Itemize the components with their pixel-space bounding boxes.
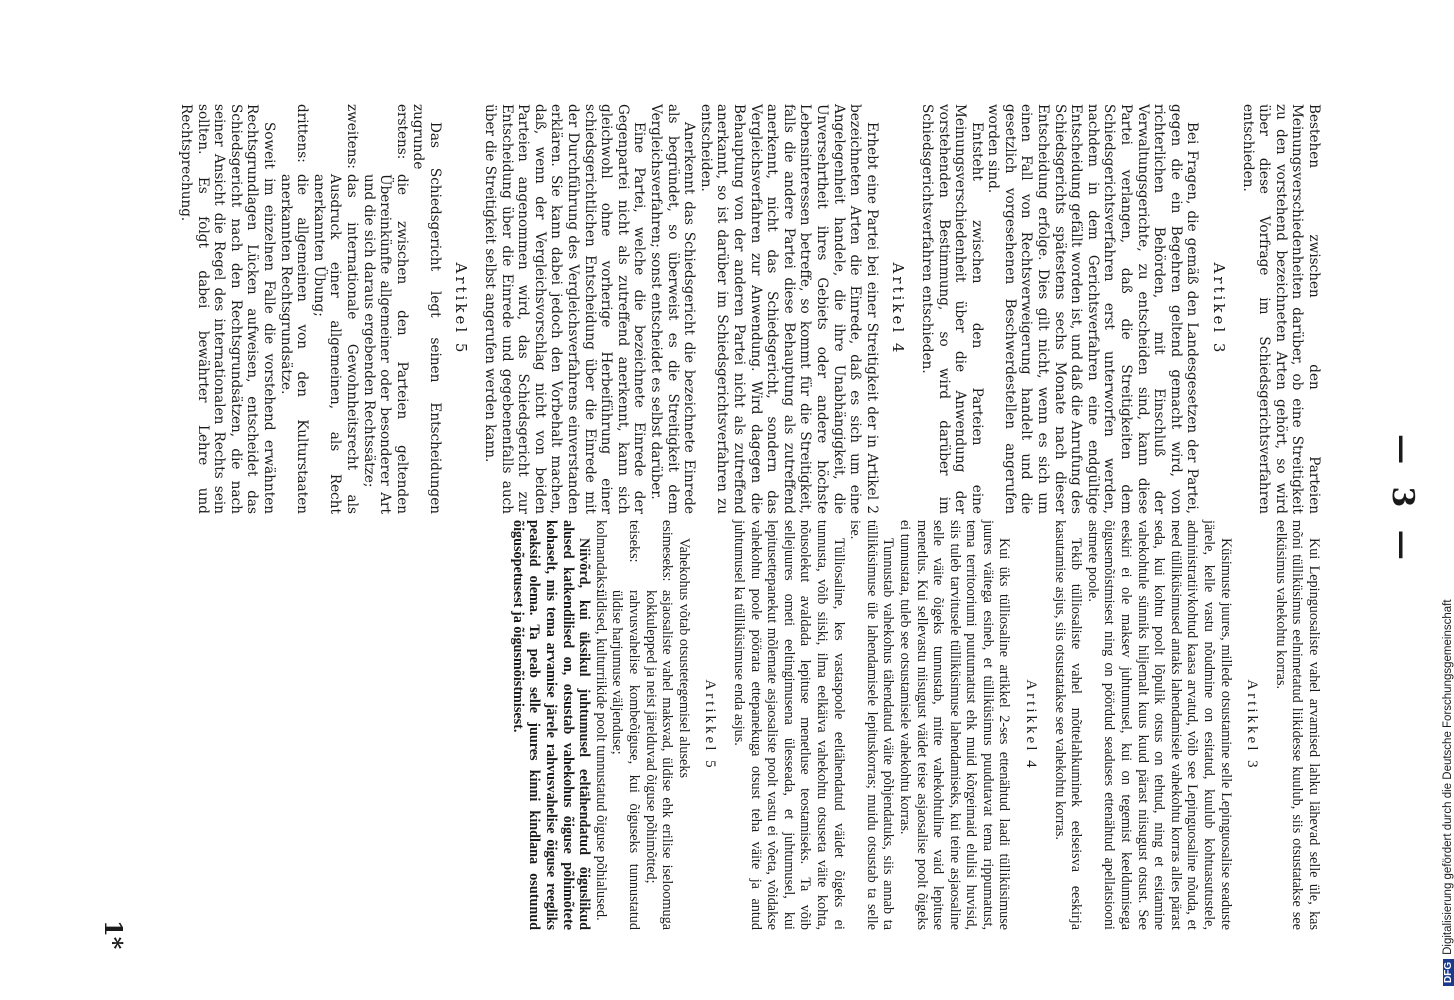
list-item-text: rahvusvahelise kombeõiguse, kui õiguseks tunnustatud üldise harjumuse väljenduse; xyxy=(609,590,643,930)
german-article-4-paragraph: Erhebt eine Partei bei einer Streitigkeit der in Artikel 2 bezeichneten Arten die Einrede, daß es sich um eine Angelegenheit handele, die ihre Unabhängigkeit, die Unversehrtheit ihres Gebiets oder andere höchste Lebensinteressen betreffe, so kommt für die Streitigkeit, falls die andere Partei diese Behauptung als zutreffend anerkennt, nicht das Schiedsgericht, sondern das Vergleichsverfahren zur Anwendung. Wird dagegen die Behauptung von der anderen Partei nicht als zutreffend anerkannt, so ist darüber im Schiedsgerichtsverfahren zu entscheiden. xyxy=(697,104,880,514)
estonian-article-3-title: Artikkel 3 xyxy=(1244,679,1261,771)
list-item xyxy=(277,104,310,514)
list-item-label: erstens: xyxy=(393,104,410,160)
german-article-4-paragraph: Eine Partei, welche die bezeichnete Einrede der Gegenpartei nicht als zutreffend anerkennt, kann sich gleichwohl ohne vorherige Herbeiführung einer schiedsgerichtlichen Entscheidung über die Einrede mit der Durchführung des Vergleichsverfahrens einverstanden erklären. Sie kann dabei jedoch den Vorbehalt machen, daß, wenn der Vergleichsvorschlag nicht von beiden Parteien angenommen wird, das Schiedsgericht zur Entscheidung über die Einrede und gegebenenfalls auch über die Streitigkeit selbst angerufen werden kann. xyxy=(482,104,648,514)
estonian-article-4-paragraph: Kui üks tülliosaline artikkel 2-ses ettenähtud laadi tülliküsimuse juures väitega esineb, et tülliküsimus puudutavat tema rippumatust, tema territooriumi puutumatust ehk muid kõrgeimaid elulisi huvisid, siis tuleb tarvitusele tülliküsimuse lahendamiseks, kui teine asjaosaline selle väite õigeks tunnustab, mitte vahekohtuline vaid lepituse menetlus. Kui sellevastu niisugust väidet teise asjaosalise poolt õigeks ei tunnustata, tuleb see otsustamisele vahekohtu korras. xyxy=(896,520,1013,930)
german-article-3-paragraph: Entsteht zwischen den Parteien eine Meinungsverschiedenheit über die Anwendung der vorstehenden Bestimmung, so wird darüber im Schiedsgerichtsverfahren entschieden. xyxy=(918,104,985,514)
list-item-text: asjaosaliste vahel maksvad, üldise ehk erilise iseloomuga kokkulepped ja neist järelduvad õiguse põhimõtted; xyxy=(642,590,676,930)
estonian-article-5-title: Artikkel 5 xyxy=(702,679,719,771)
estonian-column xyxy=(509,520,1322,930)
list-item-label: zweitens: xyxy=(343,104,360,170)
german-article-5-title: Artikel 5 xyxy=(452,262,471,356)
estonian-article-3-paragraph: Küsimuste juures, millede otsustamine selle Lepinguosalise seaduste järele, kelle vastu nõudmine on esitatud, kuulub kohtuasutustele, administratiivkohtud kaasa arvatud, võib see Lepinguosaline nõuda, et need tülliküsimused antaks lahendamisele vahekohtu korras alles pärast seda, kui kohtu poolt lõpulik otsus on tehtud, ning et esitamine vahekohtule sünniks hiljemalt kuus kuud pärast niisugust otsust. See eeskiri ei ole maksev juhtumusel, kui on tegemist keeldumisega õigusemõistmisest ning on pöördud seaduses ettenähtud apellatsiooni astmete poole. xyxy=(1084,520,1234,930)
list-item-label: drittens: xyxy=(294,104,311,163)
list-item xyxy=(360,104,410,514)
signature-mark: 1* xyxy=(99,920,128,950)
german-article-5-list xyxy=(277,104,410,514)
german-article-5-intro: Das Schiedsgericht legt seinen Entscheidungen zugrunde xyxy=(410,104,443,514)
list-item xyxy=(642,520,675,930)
german-article-4-paragraph: Anerkennt das Schiedsgericht die bezeichnete Einrede als begründet, so überweist es die Streitigkeit dem Vergleichsverfahren; sonst entscheidet es selbst darüber. xyxy=(648,104,698,514)
dfg-logo-icon: DFG xyxy=(1443,959,1454,986)
german-intro: Bestehen zwischen den Parteien Meinungsverschiedenheiten darüber, ob eine Streitigkeit zu den vorstehend bezeichneten Arten gehört, so wird über diese Vorfrage im Schiedsgerichtsverfahren entschieden. xyxy=(1239,104,1322,514)
credit-text: Digitalisierung gefördert durch die Deutsche Forschungsgemeinschaft xyxy=(1442,599,1454,955)
estonian-intro: Kui Lepinguosaliste vahel arvamised lahku lähevad selle üle, kas mõni tülliküsimus eelnimetatud liikidesse kuulub, siis otsustatakse see eelküsimus vahekohtu korras. xyxy=(1272,520,1322,930)
list-item-label: esimeseks: xyxy=(659,520,676,582)
german-column xyxy=(177,104,1322,514)
estonian-article-4-paragraph: Tunnustab vahekohus tähendatud väite põhjendatuks, siis annab ta tülliküsimuse üle lahendamisele lepituskorras; muidu otsustab ta selle ise. xyxy=(847,520,897,930)
estonian-article-4-title: Artikkel 4 xyxy=(1023,679,1040,771)
list-item-text: die zwischen den Parteien geltenden Übereinkünfte allgemeiner oder besonderer Art und die sich daraus ergebenden Rechtssätze; xyxy=(360,174,410,514)
german-article-3-paragraph: Bei Fragen, die gemäß den Landesgesetzen der Partei, gegen die ein Begehren geltend gemacht wird, von richterlichen Behörden, mit Einschluß der Verwaltungsgerichte, zu entscheiden sind, kann diese Partei verlangen, daß die Streitigkeiten dem Schiedsgerichtsverfahren erst unterworfen werden, nachdem in dem Gerichtsverfahren eine endgültige Entscheidung gefällt worden ist, und daß die Anrufung des Schiedsgerichts spätestens sechs Monate nach dieser Entscheidung erfolge. Dies gilt nicht, wenn es sich um einen Fall von Rechtsverweigerung handelt und die gesetzlich vorgesehenen Beschwerdestellen angerufen worden sind. xyxy=(985,104,1201,514)
list-item-text: das internationale Gewohnheitsrecht als Ausdruck einer allgemeinen, als Recht anerkannten Übung; xyxy=(310,174,360,514)
list-item-text: üldised, kulturriikide poolt tunnustatud õiguse põhialused. xyxy=(592,590,609,921)
list-item-label: kolmandaks: xyxy=(592,520,609,593)
estonian-article-3-paragraph: Tekib tülliosaliste vahel mõttelahkuminek eelseisva eeskirja kasutamise asjus, siis otsustatakse see vahekohtu korras. xyxy=(1051,520,1085,930)
german-article-3-title: Artikel 3 xyxy=(1210,262,1229,356)
estonian-article-5-list xyxy=(592,520,675,930)
estonian-article-4-paragraph: Tülliosaline, kes vastaspoole eeltähendatud väidet õigeks ei tunnusta, võib siiski, ilma eelkäiva vahekohtu otsuseta väite kohta, nõusolekut avaldada lepituse menetluse teostamiseks. Ta võib sellejuures ometi eeltingimusena ülesseada, et juhtumusel, kui lepitusettepanekut mõlemate asjaosaliste poolt vastu ei võeta, võidakse vahekohtu poole pöörata ettepanekuga otsust teha väite ja antud juhtumusel ka tülliküsimuse enda asjus. xyxy=(731,520,847,930)
list-item xyxy=(310,104,360,514)
german-article-5-paragraph: Soweit im einzelnen Falle die vorstehend erwähnten Rechtsgrundlagen Lücken aufweisen, entscheidet das Schiedsgericht nach den Rechtsgrundsätzen, die nach seiner Ansicht die Regel des internationalen Rechts sein sollten. Es folgt dabei bewährter Lehre und Rechtsprechung. xyxy=(178,104,277,514)
list-item xyxy=(592,520,609,930)
estonian-article-5-intro: Vahekohus võtab otsustetegemisel aluseks xyxy=(675,538,692,778)
german-article-4-title: Artikel 4 xyxy=(889,262,908,356)
estonian-article-5-paragraph: Niivõrd, kui üksikul juhtumusel eeltähendatud õiguslikud alused katkendilised on, otsustab vahekohus õiguse põhimõtete kohaselt, mis tema arvamise järele rahvusvahelise õiguse reegliks peaksid olema. Ta peab selle juures kinni kindlana osutunud õigusõpetusest ja õigusmõistmisest. xyxy=(509,520,593,930)
list-item-text: die allgemeinen von den Kulturstaaten anerkannten Rechtsgrundsätze. xyxy=(277,174,311,514)
digitization-credit xyxy=(1434,0,1454,986)
page-number: — 3 — xyxy=(1385,434,1420,566)
list-item xyxy=(609,520,642,930)
list-item-label: teiseks: xyxy=(626,520,643,563)
